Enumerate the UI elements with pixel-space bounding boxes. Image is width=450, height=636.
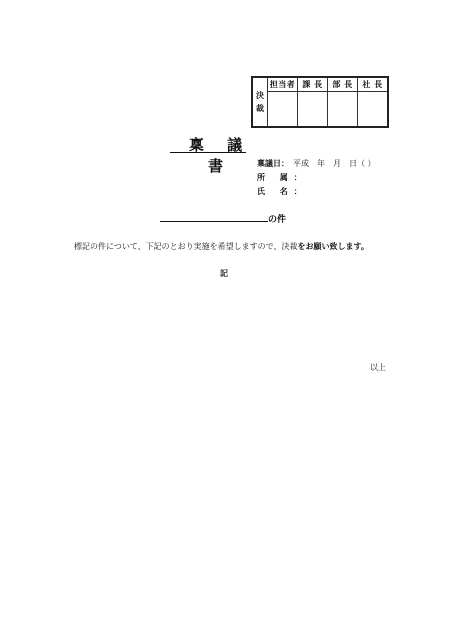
stamp-box[interactable]: [358, 92, 387, 126]
stamp-box[interactable]: [268, 92, 297, 126]
ki-heading: 記: [220, 268, 228, 278]
approval-column-header: 社 長: [358, 78, 387, 92]
approval-label-char: 裁: [256, 103, 264, 113]
document-title: 稟 議 書: [188, 136, 252, 175]
ringi-date-label: 稟議日：: [257, 158, 289, 168]
body-text-bold: をお願い致します。: [297, 241, 369, 251]
ijou-closing: 以上: [370, 363, 386, 372]
approval-column-tantousha: [268, 78, 298, 126]
title-underline: [170, 152, 246, 153]
name-label: 氏 名：: [257, 186, 308, 196]
approval-column-header: 部 長: [328, 78, 357, 92]
body-text-plain: 標記の件について、下記のとおり実施を希望しますので、決裁: [74, 242, 298, 251]
ringi-date-row: [257, 158, 376, 169]
subject-suffix: の件: [268, 215, 287, 225]
approval-column-header: 担当者: [268, 78, 297, 92]
subject-blank[interactable]: [160, 212, 268, 222]
approval-stamp-table: [251, 76, 389, 128]
stamp-box[interactable]: [328, 92, 357, 126]
approval-label-char: 決: [256, 90, 264, 100]
department-row: [257, 172, 308, 183]
approval-label: [253, 78, 268, 126]
approval-column-shachou: [358, 78, 387, 126]
body-paragraph: [74, 241, 369, 252]
approval-column-kachou: [298, 78, 328, 126]
department-label: 所 属：: [257, 172, 308, 182]
stamp-box[interactable]: [298, 92, 327, 126]
name-row: [257, 186, 308, 197]
ringi-date-value[interactable]: 平成 年 月 日（ ）: [293, 159, 376, 168]
approval-column-buchou: [328, 78, 358, 126]
approval-column-header: 課 長: [298, 78, 327, 92]
subject-line: [160, 212, 286, 225]
